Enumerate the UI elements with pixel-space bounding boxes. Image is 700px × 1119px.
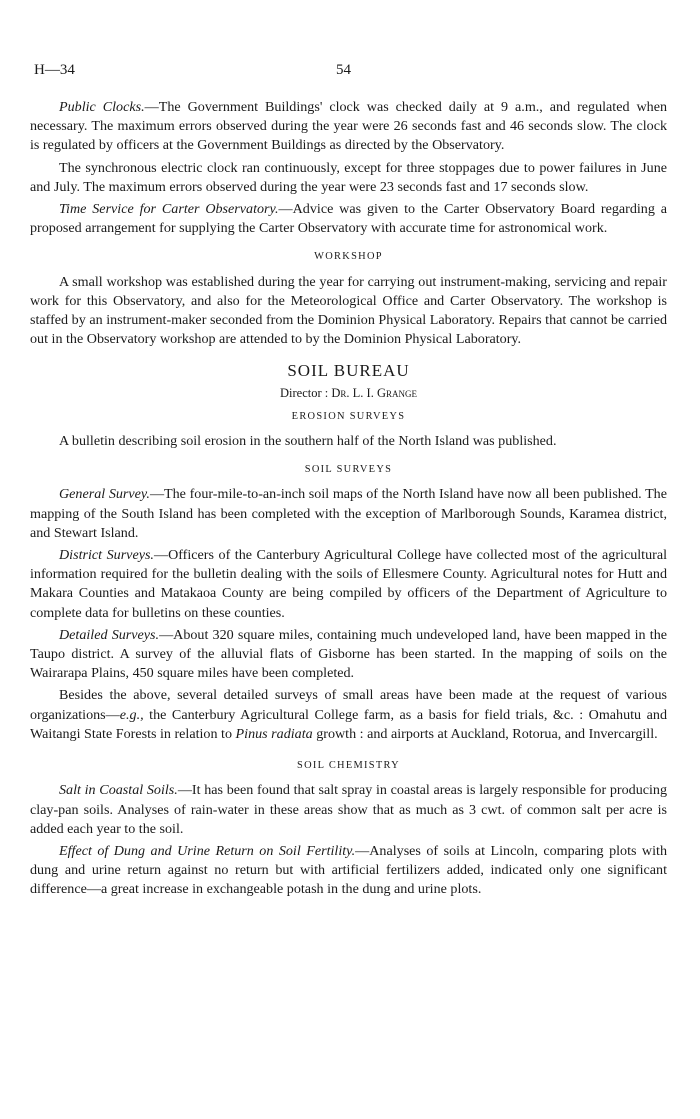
director-line — [30, 384, 667, 403]
dung-urine-title: Effect of Dung and Urine Return on Soil Fertility. — [59, 842, 356, 859]
besides-paragraph — [30, 686, 667, 744]
besides-text-1: Besides the above, several detailed surveys of small areas have been made at the request of various organizations— — [30, 687, 667, 723]
page-body — [30, 98, 667, 903]
dung-urine-paragraph — [30, 842, 667, 900]
time-service-text: Advice was given to the Carter Observatory Board regarding a proposed arrangement for supplying the Carter Observatory with accurate time for astronomical work. — [30, 201, 667, 237]
workshop-paragraph: A small workshop was established during the year for carrying out instrument-making, servicing and repair work for this Observatory, and also for the Meteorological Office and Carter Observatory. The workshop is staffed by an instrument-maker seconded from the Dominion Physical Laboratory. Repairs that cannot be carried out in the Observatory workshop are attended to by the Dominion Physical Laboratory. — [30, 273, 667, 348]
species-name: Pinus radiata — [235, 725, 313, 742]
general-survey-paragraph — [30, 485, 667, 543]
director-label: Director : — [280, 385, 329, 400]
page-header — [34, 62, 666, 84]
soil-chemistry-heading: SOIL CHEMISTRY — [297, 760, 400, 772]
public-clocks-title: Public Clocks. — [59, 99, 145, 115]
besides-text-2: the Canterbury Agricultural College farm, as a basis for field trials, &c. : Omahutu and Waitangi State Forests in relation to — [30, 706, 667, 742]
salt-text: It has been found that salt spray in coastal areas is largely responsible for producing clay-pan soils. Analyses of rain-water in these areas show that as much as 3 cwt. of common salt per acre is added each year to the soil. — [30, 782, 668, 837]
eg-abbreviation: e.g., — [119, 706, 144, 723]
dash: — — [159, 626, 174, 643]
workshop-heading: WORKSHOP — [314, 251, 383, 263]
general-survey-text: The four-mile-to-an-inch soil maps of the North Island have now all been published. The mapping of the South Island has been completed with the exception of Marlborough Sounds, Karamea district, and Stewart Island. — [30, 486, 667, 541]
district-surveys-title: District Surveys. — [59, 547, 154, 564]
detailed-surveys-paragraph — [30, 626, 667, 684]
erosion-paragraph: A bulletin describing soil erosion in the southern half of the North Island was published. — [59, 433, 557, 450]
document-id: H—34 — [34, 62, 75, 78]
public-clocks-text: The Government Buildings' clock was checked daily at 9 a.m., and regulated when necessary. The maximum errors observed during the year were 26 seconds fast and 46 seconds slow. The clock is regulated by officers at the Government Buildings as directed by the Observatory. — [30, 99, 667, 154]
general-survey-title: General Survey. — [59, 486, 150, 503]
dash: — — [149, 486, 165, 503]
dash: — — [144, 99, 159, 115]
detailed-surveys-text: About 320 square miles, containing much undeveloped land, have been mapped in the Taupo district. A survey of the alluvial flats of Gisborne has been started. In the mapping of soils on the Wairarapa Plains, 450 square miles have been completed. — [30, 626, 667, 682]
director-name: Dr. L. I. Grange — [331, 385, 417, 400]
soil-surveys-heading: SOIL SURVEYS — [304, 464, 393, 476]
district-surveys-text: Officers of the Canterbury Agricultural College have collected most of the agricultural information required for the bulletin dealing with the soils of Ellesmere County. Agricultural notes for Hutt and Makara Counties and Matakaoa County are being compiled by officers of the Department of Agriculture to complete data for bulletins on these counties. — [30, 547, 667, 621]
district-surveys-paragraph — [30, 546, 667, 623]
dash: — — [177, 782, 192, 799]
synchronous-clock-paragraph: The synchronous electric clock ran continuously, except for three stoppages due to power failures in June and July. The maximum errors observed during the year were 23 seconds fast and 17 seconds slow. — [30, 159, 667, 195]
dash: — — [153, 547, 169, 564]
time-service-title: Time Service for Carter Observatory. — [59, 201, 279, 218]
dung-urine-text: Analyses of soils at Lincoln, comparing plots with dung and urine return against no return but with artificial fertilizers added, indicated only one significant difference—a great increase in exchangeable potash in the dung and urine plots. — [30, 842, 667, 898]
detailed-surveys-title: Detailed Surveys. — [59, 626, 160, 643]
dash: — — [278, 201, 293, 218]
public-clocks-paragraph — [30, 98, 667, 156]
erosion-surveys-heading: EROSION SURVEYS — [291, 410, 406, 422]
time-service-paragraph — [30, 200, 667, 238]
page-number: 54 — [336, 62, 351, 78]
dash: — — [355, 842, 370, 859]
besides-text-3: growth : and airports at Auckland, Rotorua, and Invercargill. — [312, 725, 658, 742]
salt-title: Salt in Coastal Soils. — [59, 782, 178, 799]
salt-paragraph — [30, 781, 667, 839]
soil-bureau-heading: SOIL BUREAU — [287, 361, 410, 381]
